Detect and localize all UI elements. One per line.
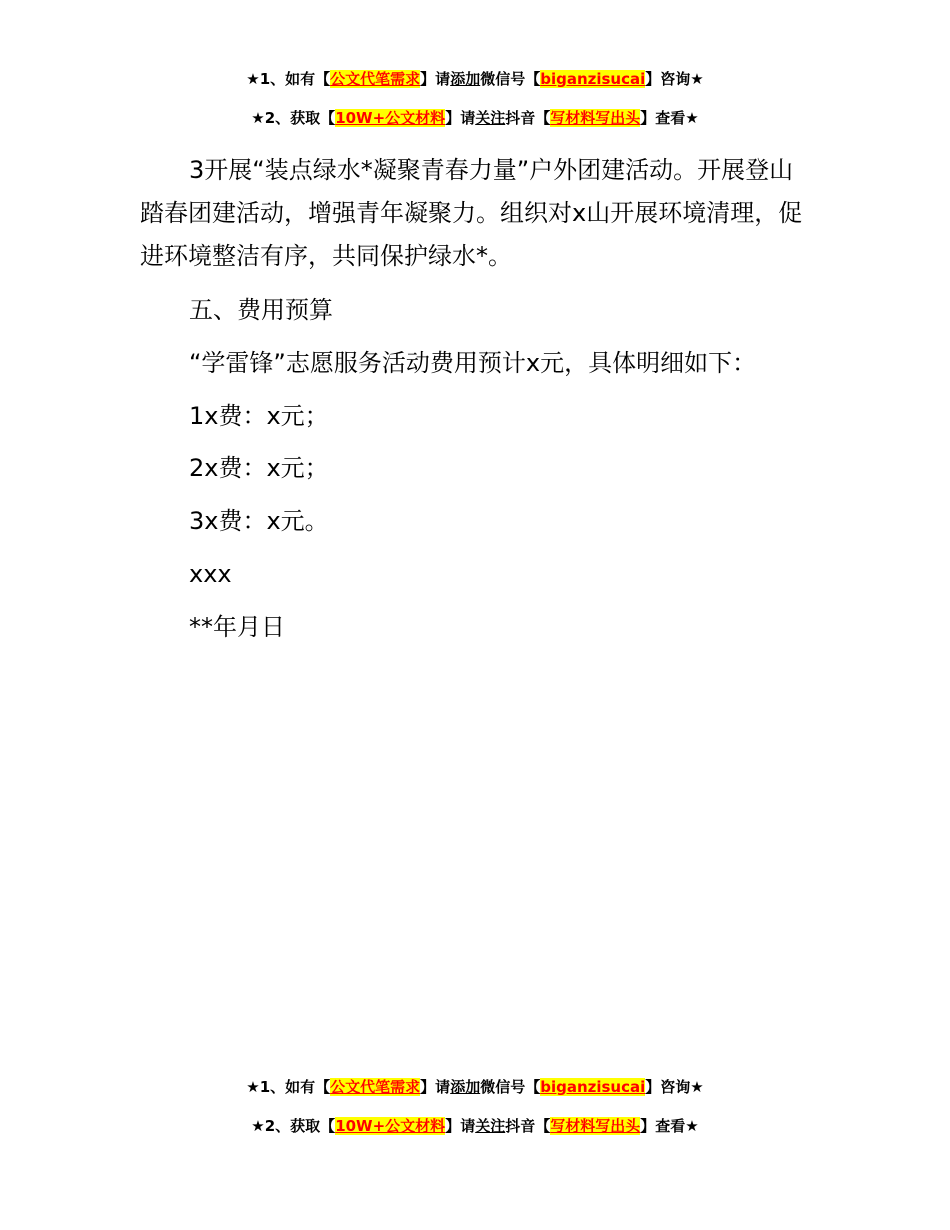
banner-text: 】请	[420, 1078, 451, 1096]
budget-item-1: 1x费：x元；	[189, 402, 329, 430]
banner-text: 抖音【	[505, 109, 551, 127]
bottom-banner-line-1	[0, 1077, 950, 1097]
banner-underline-text: 关注	[475, 1117, 506, 1135]
banner-highlight-service: 公文代笔需求	[330, 1078, 421, 1096]
banner-highlight-materials: 10W+公文材料	[335, 109, 446, 127]
banner-underline-text: 关注	[475, 109, 506, 127]
banner-prefix: ★1、如有【	[246, 1078, 331, 1096]
banner-text: 】请	[445, 109, 476, 127]
top-banner-line-2	[0, 108, 950, 128]
budget-intro: “学雷锋”志愿服务活动费用预计x元，具体明细如下：	[189, 349, 757, 377]
banner-suffix: 】咨询★	[645, 1078, 704, 1096]
banner-text: 抖音【	[505, 1117, 551, 1135]
banner-prefix: ★1、如有【	[246, 70, 331, 88]
bottom-banner-line-2	[0, 1116, 950, 1136]
signature: xxx	[189, 560, 232, 588]
banner-underline-text: 添加	[450, 70, 481, 88]
banner-underline-text: 添加	[450, 1078, 481, 1096]
banner-text: 微信号【	[480, 70, 541, 88]
banner-highlight-douyin-id: 写材料写出头	[550, 109, 641, 127]
banner-highlight-wechat-id: biganzisucai	[540, 1078, 646, 1096]
banner-suffix: 】查看★	[640, 1117, 699, 1135]
banner-highlight-materials: 10W+公文材料	[335, 1117, 446, 1135]
top-banner-line-1	[0, 69, 950, 89]
banner-prefix: ★2、获取【	[251, 109, 336, 127]
banner-highlight-service: 公文代笔需求	[330, 70, 421, 88]
section-title: 五、费用预算	[189, 296, 333, 324]
activity-paragraph: 3开展“装点绿水*凝聚青春力量”户外团建活动。开展登山踏春团建活动，增强青年凝聚力。组织对x山开展环境清理，促进环境整洁有序，共同保护绿水*。	[140, 156, 803, 270]
banner-text: 】请	[445, 1117, 476, 1135]
banner-text: 微信号【	[480, 1078, 541, 1096]
budget-item-3: 3x费：x元。	[189, 507, 329, 535]
banner-highlight-wechat-id: biganzisucai	[540, 70, 646, 88]
budget-item-2: 2x费：x元；	[189, 454, 329, 482]
banner-suffix: 】咨询★	[645, 70, 704, 88]
banner-text: 】请	[420, 70, 451, 88]
banner-highlight-douyin-id: 写材料写出头	[550, 1117, 641, 1135]
banner-suffix: 】查看★	[640, 109, 699, 127]
banner-prefix: ★2、获取【	[251, 1117, 336, 1135]
activity-paragraph-block	[140, 149, 812, 278]
date-line: **年月日	[189, 613, 285, 641]
